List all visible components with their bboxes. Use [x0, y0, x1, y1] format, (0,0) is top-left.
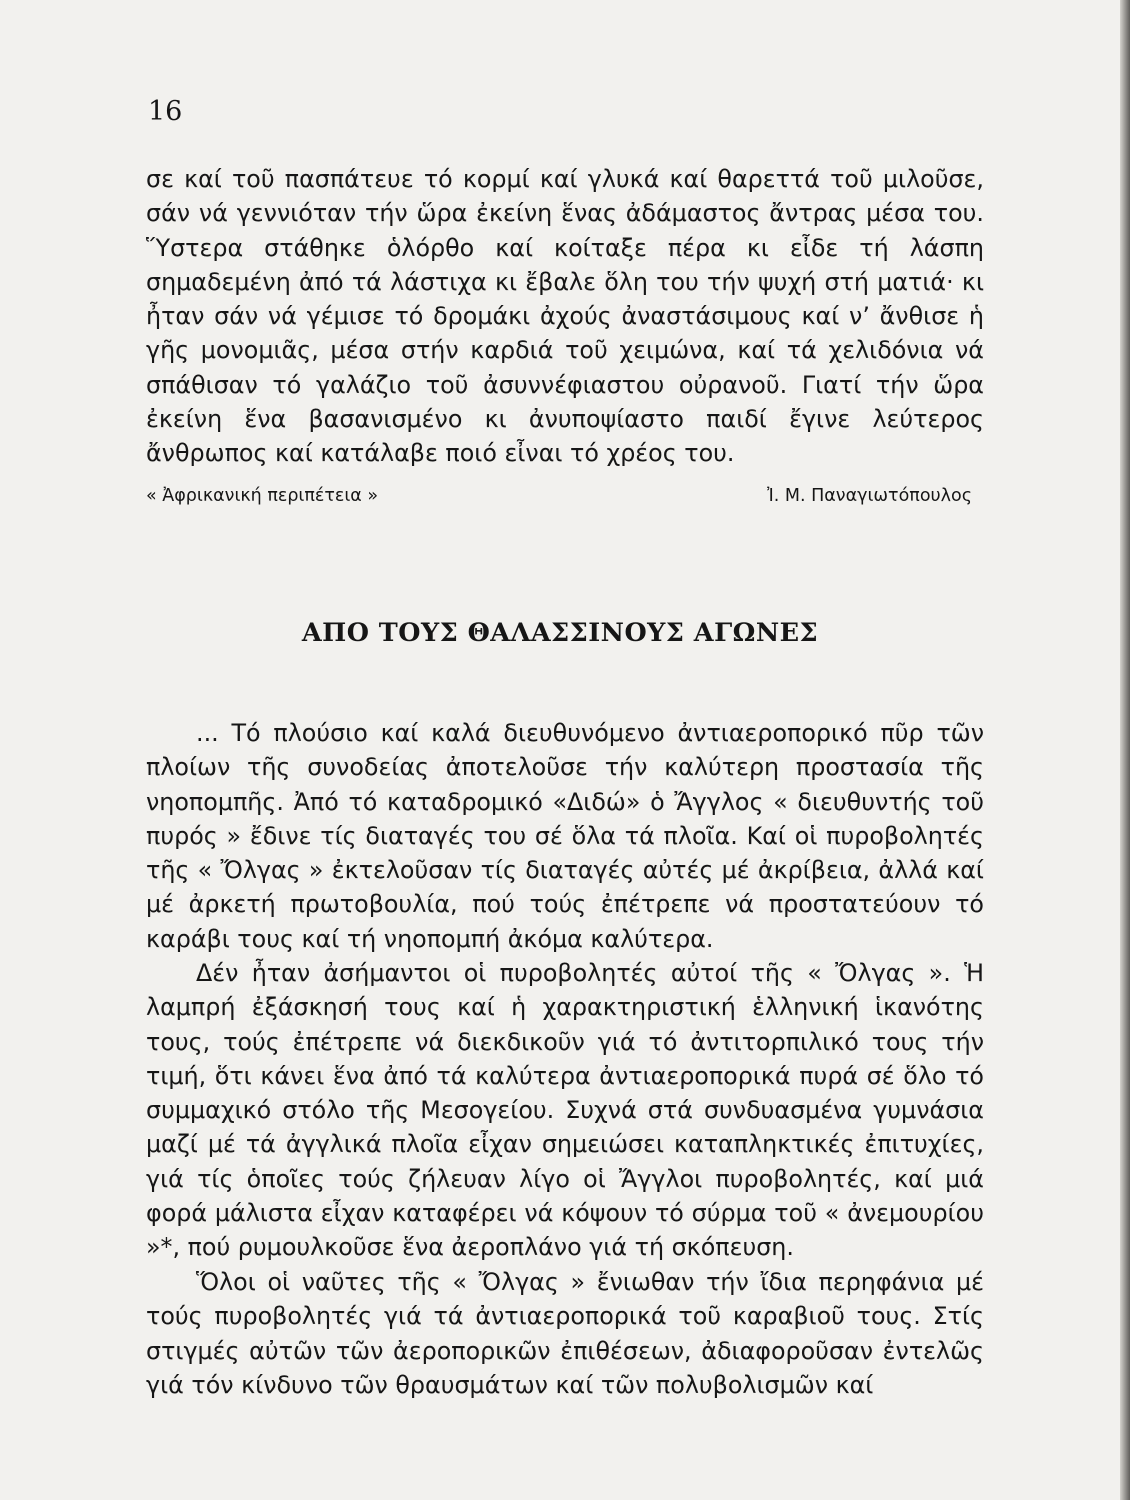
body-paragraph: Ὅλοι οἱ ναῦτες τῆς « Ὄλγας » ἔνιωθαν τήν ἴδια περηφάνια μέ τούς πυροβολητές γιά τά ἀντιαεροπορικά τοῦ καραβιοῦ τους. Στίς στιγμές αὐτῶν τῶν ἀεροπορικῶν ἐπιθέσεων, ἀδιαφοροῦσαν ἐντελῶς γιά τόν κίνδυνο τῶν θραυσμάτων καί τῶν πολυβολισμῶν καί	[146, 1268, 984, 1399]
body-paragraph: ... Τό πλούσιο καί καλά διευθυνόμενο ἀντιαεροπορικό πῦρ τῶν πλοίων τῆς συνοδείας ἀποτελοῦσε τήν καλύτερη προστασία τῆς νηοπομπῆς. Ἀπό τό καταδρομικό «Διδώ» ὁ Ἄγγλος « διευθυντής τοῦ πυρός » ἔδινε τίς διαταγές του σέ ὅλα τά πλοῖα. Καί οἱ πυροβολητές τῆς « Ὄλγας » ἐκτελοῦσαν τίς διαταγές αὐτές μέ ἀκρίβεια, ἀλλά καί μέ ἀρκετή πρωτοβουλία, πού τούς ἐπέτρεπε νά προστατεύουν τό καράβι τους καί τή νηοπομπή ἀκόμα καλύτερα.	[146, 719, 984, 953]
book-spine-edge	[1120, 0, 1130, 1500]
source-title: « Ἀφρικανική περιπέτεια »	[146, 486, 379, 506]
section-title: ΑΠΟ ΤΟΥΣ ΘΑΛΑΣΣΙΝΟΥΣ ΑΓΩΝΕΣ	[301, 618, 819, 648]
source-attribution	[146, 486, 972, 506]
page-number: 16	[148, 96, 183, 127]
story-ending-paragraph: σε καί τοῦ πασπάτευε τό κορμί καί γλυκά καί θαρεττά τοῦ μιλοῦσε, σάν νά γεννιόταν τήν ὥρα ἐκείνη ἕνας ἀδάμαστος ἄντρας μέσα του. Ὕστερα στάθηκε ὁλόρθο καί κοίταξε πέρα κι εἶδε τή λάσπη σημαδεμένη ἀπό τά λάστιχα κι ἔβαλε ὅλη του τήν ψυχή στή ματιά· κι ἦταν σάν νά γέμισε τό δρομάκι ἀχούς ἀναστάσιμους καί ν’ ἄνθισε ἡ γῆς μονομιᾶς, μέσα στήν καρδιά τοῦ χειμώνα, καί τά χελιδόνια νά σπάθισαν τό γαλάζιο τοῦ ἀσυννέφιαστου οὐρανοῦ. Γιατί τήν ὥρα ἐκείνη ἕνα βασανισμένο κι ἀνυποψίαστο παιδί ἔγινε λεύτερος ἄνθρωπος καί κατάλαβε ποιό εἶναι τό χρέος του.	[146, 165, 984, 468]
source-author: Ἰ. Μ. Παναγιωτόπουλος	[767, 486, 972, 506]
body-paragraph: Δέν ἦταν ἀσήμαντοι οἱ πυροβολητές αὐτοί τῆς « Ὄλγας ». Ἡ λαμπρή ἐξάσκησή τους καί ἡ χαρακτηριστική ἑλληνική ἱκανότης τους, τούς ἐπέτρεπε νά διεκδικοῦν γιά τό ἀντιτορπιλικό τους τήν τιμή, ὅτι κάνει ἕνα ἀπό τά καλύτερα ἀντιαεροπορικά πυρά σέ ὅλο τό συμμαχικό στόλο τῆς Μεσογείου. Συχνά στά συνδυασμένα γυμνάσια μαζί μέ τά ἀγγλικά πλοῖα εἶχαν σημειώσει καταπληκτικές ἐπιτυχίες, γιά τίς ὁποῖες τούς ζήλευαν λίγο οἱ Ἄγγλοι πυροβολητές, καί μιά φορά μάλιστα εἶχαν καταφέρει νά κόψουν τό σύρμα τοῦ « ἀνεμουρίου »*, πού ρυμουλκοῦσε ἕνα ἀεροπλάνο γιά τή σκόπευση.	[146, 959, 984, 1262]
